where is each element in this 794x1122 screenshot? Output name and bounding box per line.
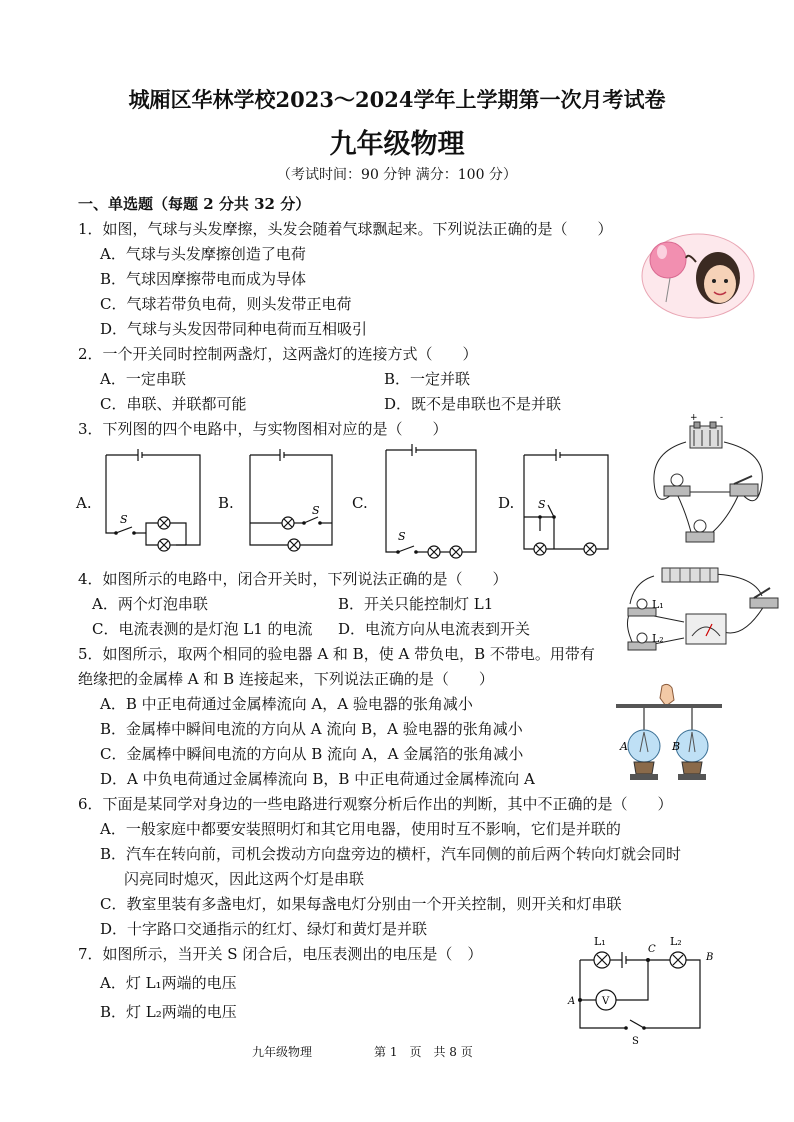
q6-option-b: B．汽车在转向前，司机会拨动方向盘旁边的横杆，汽车同侧的前后两个转向灯就会同时: [100, 845, 682, 863]
q5-option-d: D．A 中负电荷通过金属棒流向 B，B 中正电荷通过金属棒流向 A: [100, 770, 535, 788]
q6-stem: 6．下面是某同学对身边的一些电路进行观察分析后作出的判断，其中不正确的是（ ）: [78, 795, 673, 813]
l2-label: L₂: [670, 935, 682, 948]
circuit-b-diagram: [240, 445, 340, 555]
battery-plus: +: [690, 413, 698, 423]
switch-label: S: [632, 1036, 639, 1047]
circuit-c-diagram: [376, 440, 486, 562]
q2-stem: 2．一个开关同时控制两盏灯，这两盏灯的连接方式（ ）: [78, 345, 478, 363]
q4-option-d: D．电流方向从电流表到开关: [338, 620, 531, 638]
q2-option-d: D．既不是串联也不是并联: [384, 395, 562, 413]
q5-option-a: A．B 中正电荷通过金属棒流向 A，A 验电器的张角减小: [100, 695, 473, 713]
q3-physical-circuit-figure: [646, 412, 770, 552]
l1-label: L₁: [652, 598, 664, 611]
q2-option-a: A．一定串联: [100, 370, 186, 388]
q3-label-a: A.: [76, 494, 92, 512]
q3-label-c: C.: [352, 494, 368, 512]
subject-title: 九年级物理: [329, 129, 465, 160]
section-title: 一、单选题（每题 2 分共 32 分）: [78, 195, 311, 213]
q1-option-a: A．气球与头发摩擦创造了电荷: [100, 245, 306, 263]
circuit-d-diagram: [516, 445, 616, 557]
q7-option-b: B．灯 L₂两端的电压: [100, 1003, 237, 1021]
q4-option-b: B．开关只能控制灯 L1: [338, 595, 494, 613]
electroscope-a-label: A: [620, 740, 628, 753]
q3-label-d: D.: [498, 494, 515, 512]
q6-option-b-cont: 闪亮同时熄灭，因此这两个灯是串联: [124, 870, 365, 888]
q5-stem-line1: 5．如图所示，取两个相同的验电器 A 和 B，使 A 带负电，B 不带电。用带有: [78, 645, 595, 663]
q3-label-b: B.: [218, 494, 234, 512]
q4-option-c: C．电流表测的是灯泡 L1 的电流: [92, 620, 313, 638]
switch-label: S: [398, 530, 406, 543]
q6-option-a: A．一般家庭中都要安装照明灯和其它用电器，使用时互不影响，它们是并联的: [100, 820, 621, 838]
q7-stem: 7．如图所示，当开关 S 闭合后，电压表测出的电压是（ ）: [78, 945, 483, 963]
switch-label: S: [312, 504, 320, 517]
q1-option-d: D．气球与头发因带同种电荷而互相吸引: [100, 320, 368, 338]
switch-label: S: [538, 498, 546, 511]
q5-stem-line2: 绝缘把的金属棒 A 和 B 连接起来，下列说法正确的是（ ）: [78, 670, 494, 688]
q1-stem: 1．如图，气球与头发摩擦，头发会随着气球飘起来。下列说法正确的是（ ）: [78, 220, 613, 238]
circuit-a-diagram: [96, 445, 208, 555]
q7-option-a: A．灯 L₁两端的电压: [100, 974, 237, 992]
footer-subject: 九年级物理: [252, 1045, 313, 1059]
l2-label: L₂: [652, 632, 664, 645]
q7-voltmeter-circuit: [562, 930, 722, 1048]
exam-school-title: 城厢区华林学校2023～2024学年上学期第一次月考试卷: [128, 87, 666, 112]
q6-option-c: C．教室里装有多盏电灯，如果每盏电灯分别由一个开关控制，则开关和灯串联: [100, 895, 622, 913]
l1-label: L₁: [594, 935, 606, 948]
voltmeter-label: V: [602, 996, 610, 1007]
q4-stem: 4．如图所示的电路中，闭合开关时，下列说法正确的是（ ）: [78, 570, 508, 588]
q1-option-c: C．气球若带负电荷，则头发带正电荷: [100, 295, 352, 313]
node-b-label: B: [706, 952, 714, 963]
node-a-label: A: [568, 996, 576, 1007]
q2-option-c: C．串联、并联都可能: [100, 395, 247, 413]
q4-option-a: A．两个灯泡串联: [92, 595, 208, 613]
electroscope-b-label: B: [672, 740, 681, 753]
electroscope-figure: [614, 682, 724, 790]
battery-minus: -: [720, 413, 724, 423]
q1-option-b: B．气球因摩擦带电而成为导体: [100, 270, 307, 288]
q2-option-b: B．一定并联: [384, 370, 471, 388]
q5-option-b: B．金属棒中瞬间电流的方向从 A 流向 B，A 验电器的张角减小: [100, 720, 523, 738]
node-c-label: C: [648, 944, 656, 955]
q4-ammeter-circuit-figure: [614, 562, 784, 662]
balloon-hair-figure: [640, 232, 756, 320]
q6-option-d: D．十字路口交通指示的红灯、绿灯和黄灯是并联: [100, 920, 428, 938]
exam-info: （考试时间：90 分钟 满分：100 分）: [277, 167, 517, 183]
switch-label: S: [120, 513, 128, 526]
q3-stem: 3．下列图的四个电路中，与实物图相对应的是（ ）: [78, 420, 448, 438]
footer-page-number: 第 1 页 共 8 页: [374, 1045, 473, 1059]
q5-option-c: C．金属棒中瞬间电流的方向从 B 流向 A，A 金属箔的张角减小: [100, 745, 524, 763]
